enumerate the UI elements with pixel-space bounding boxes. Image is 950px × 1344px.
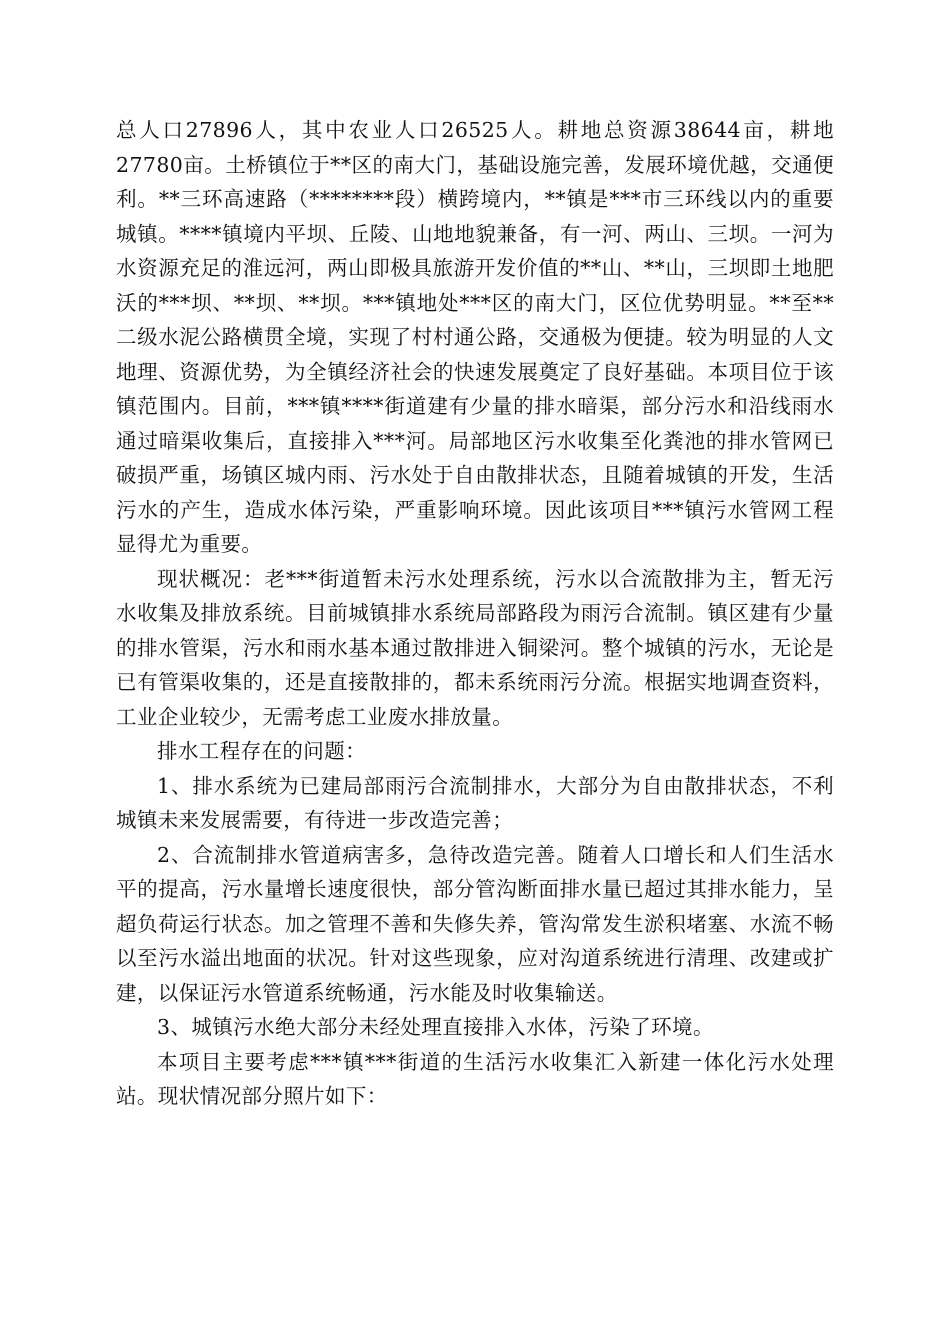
paragraph-problem-2: 2、合流制排水管道病害多，急待改造完善。随着人口增长和人们生活水平的提高，污水量增长速度很快，部分管沟断面排水量已超过其排水能力，呈超负荷运行状态。加之管理不善和失修失养，管沟常发生淤积堵塞、水流不畅以至污水溢出地面的状况。针对这些现象，应对沟道系统进行清理、改建或扩建，以保证污水管道系统畅通，污水能及时收集输送。 [116, 842, 834, 1005]
paragraph-town-overview: 总人口27896人，其中农业人口26525人。耕地总资源38644亩，耕地27780亩。土桥镇位于**区的南大门，基础设施完善，发展环境优越，交通便利。**三环高速路（********段）横跨境内，**镇是***市三环线以内的重要城镇。****镇境内平坝、丘陵、山地地貌兼备，有一河、两山、三坝。一河为水资源充足的淮远河，两山即极具旅游开发价值的**山、**山，三坝即土地肥沃的***坝、**坝、**坝。***镇地处***区的南大门，区位优势明显。**至**二级水泥公路横贯全境，实现了村村通公路，交通极为便捷。较为明显的人文地理、资源优势，为全镇经济社会的快速发展奠定了良好基础。本项目位于该镇范围内。目前，***镇****街道建有少量的排水暗渠，部分污水和沿线雨水通过暗渠收集后，直接排入***河。局部地区污水收集至化粪池的排水管网已破损严重，场镇区城内雨、污水处于自由散排状态，且随着城镇的开发，生活污水的产生，造成水体污染，严重影响环境。因此该项目***镇污水管网工程显得尤为重要。 [116, 118, 834, 556]
paragraph-problem-3: 3、城镇污水绝大部分未经处理直接排入水体，污染了环境。 [157, 1015, 714, 1039]
paragraph-project-scope: 本项目主要考虑***镇***街道的生活污水收集汇入新建一体化污水处理站。现状情况部分照片如下： [116, 1049, 834, 1108]
paragraph-current-status: 现状概况：老***街道暂未污水处理系统，污水以合流散排为主，暂无污水收集及排放系统。目前城镇排水系统局部路段为雨污合流制。镇区建有少量的排水管渠，污水和雨水基本通过散排进入铜梁河。整个城镇的污水，无论是已有管渠收集的，还是直接散排的，都未系统雨污分流。根据实地调查资料，工业企业较少，无需考虑工业废水排放量。 [116, 566, 834, 729]
paragraph-problems-heading: 排水工程存在的问题： [157, 739, 366, 763]
paragraph-problem-1: 1、排水系统为已建局部雨污合流制排水，大部分为自由散排状态，不利城镇未来发展需要，有待进一步改造完善； [116, 773, 834, 832]
document-page [116, 113, 834, 1114]
